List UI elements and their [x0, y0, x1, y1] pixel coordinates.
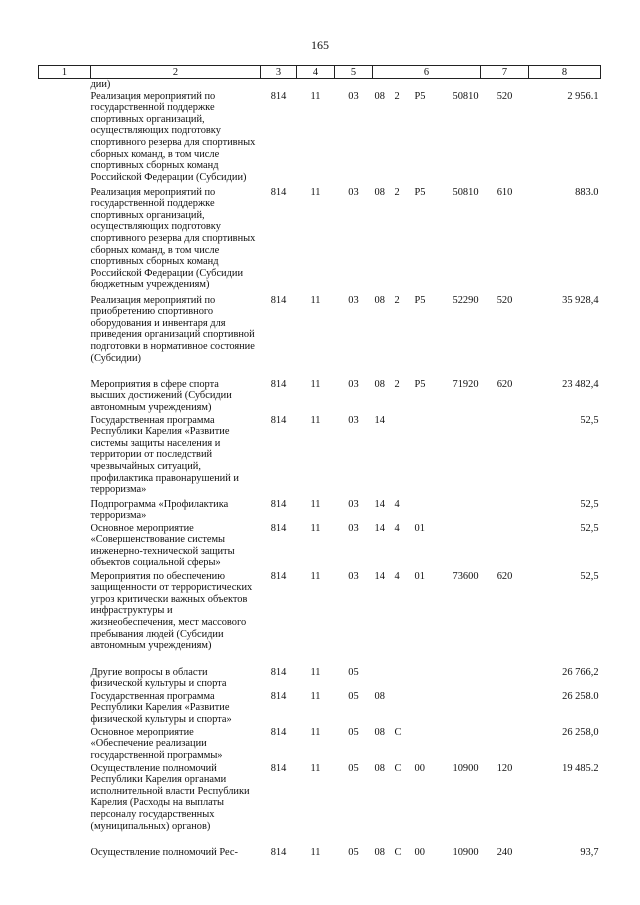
- col5-value: 03: [348, 378, 359, 390]
- col3-value: 814: [270, 666, 287, 678]
- col4-value: 11: [310, 570, 321, 582]
- col3-value: 814: [270, 378, 287, 390]
- col6-part1: [373, 667, 395, 691]
- amount-value: 35 928,4: [562, 294, 599, 306]
- col6-part2: [395, 691, 415, 727]
- row-name: Государственная программа Республики Карелия «Развитие физической культуры и спорта»: [90, 690, 232, 725]
- col5-value: 03: [348, 414, 359, 426]
- row-name: Государственная программа Республики Карелия «Развитие системы защиты населения и территории от последствий чрезвычайных ситуаций, профилактика правонарушений и терроризма»: [90, 414, 239, 496]
- col6-part2: [395, 415, 415, 499]
- col6-part3: P5: [414, 378, 426, 390]
- col6-part3: [415, 499, 449, 523]
- col6-part3: P5: [414, 90, 426, 102]
- col6-part4: 71920: [452, 378, 479, 390]
- amount-value: 52,5: [580, 414, 599, 426]
- col6-part1: 14: [374, 414, 385, 426]
- header-cell: 2: [91, 66, 261, 79]
- col7-value: 240: [496, 846, 513, 858]
- col6-part1: 14: [374, 522, 385, 534]
- row-name: Реализация мероприятий по государственной поддержке спортивных организаций, осуществляющих подготовку спортивного резерва для спортивных сборных команд, в том числе спортивных сборных команд Российской Федерации (Субсидии): [90, 90, 256, 183]
- table-row: [39, 571, 601, 667]
- col6-part3: [415, 691, 449, 727]
- col6-part2: C: [394, 762, 402, 774]
- col3-value: 814: [270, 690, 287, 702]
- col3-value: 814: [270, 186, 287, 198]
- col4-value: 11: [310, 522, 321, 534]
- col7-value: [481, 415, 529, 499]
- amount-value: 26 766,2: [562, 666, 599, 678]
- col6-part4: [449, 667, 481, 691]
- amount-value: 23 482,4: [562, 378, 599, 390]
- table-row: [39, 847, 601, 861]
- col6-part4: 10900: [452, 762, 479, 774]
- col5-value: 05: [348, 846, 359, 858]
- col3-value: 814: [270, 846, 287, 858]
- col4-value: 11: [310, 414, 321, 426]
- col5-value: 03: [348, 570, 359, 582]
- col7-value: [481, 667, 529, 691]
- col6-part1: 08: [374, 186, 385, 198]
- col6-part2: 2: [394, 378, 400, 390]
- col3-value: 814: [270, 294, 287, 306]
- col6-part4: 52290: [452, 294, 479, 306]
- col5-value: 05: [348, 762, 359, 774]
- col6-part1: 08: [374, 726, 385, 738]
- col6-part4: [449, 523, 481, 571]
- col5-value: 05: [348, 726, 359, 738]
- col6-part2: 4: [394, 570, 400, 582]
- col6-part2: C: [394, 846, 402, 858]
- page-number: 165: [311, 38, 329, 52]
- table-row: [39, 91, 601, 187]
- col6-part2: 2: [394, 90, 400, 102]
- col7-value: [481, 691, 529, 727]
- table-row: [39, 691, 601, 727]
- col4-value: 11: [310, 726, 321, 738]
- col6-part1: 08: [374, 378, 385, 390]
- col6-part1: 08: [374, 690, 385, 702]
- row-name: Основное мероприятие «Обеспечение реализации государственной программы»: [90, 726, 223, 761]
- col3-value: 814: [270, 522, 287, 534]
- col7-value: 120: [496, 762, 513, 774]
- col3-value: 814: [270, 726, 287, 738]
- table-row: [39, 295, 601, 379]
- col6-part1: 14: [374, 570, 385, 582]
- header-row: [39, 66, 601, 79]
- amount-value: 52,5: [580, 498, 599, 510]
- header-cell: 7: [481, 66, 529, 79]
- table-row: [39, 523, 601, 571]
- col6-part4: 50810: [452, 90, 479, 102]
- table-row: [39, 667, 601, 691]
- col6-part3: P5: [414, 294, 426, 306]
- col5-value: 03: [348, 90, 359, 102]
- header-cell: 6: [373, 66, 481, 79]
- col7-value: [481, 523, 529, 571]
- row-name: Мероприятия в сфере спорта высших достижений (Субсидии автономным учреждениям): [90, 378, 232, 413]
- row-name: Реализация мероприятий по государственной поддержке спортивных организаций, осуществляющих подготовку спортивного резерва для спортивных сборных команд, в том числе спортивных сборных команд Российской Федерации (Субсидии бюджетным учреждениям): [90, 186, 256, 291]
- row-name: Подпрограмма «Профилактика терроризма»: [90, 498, 229, 522]
- col6-part3: 01: [414, 570, 425, 582]
- col6-part2: C: [394, 726, 402, 738]
- col6-part4: [449, 499, 481, 523]
- col3-value: 814: [270, 90, 287, 102]
- col5-value: 03: [348, 294, 359, 306]
- header-cell: 5: [335, 66, 373, 79]
- col6-part2: 4: [394, 498, 400, 510]
- col6-part2: 2: [394, 294, 400, 306]
- col6-part1: 08: [374, 762, 385, 774]
- table-row: [39, 763, 601, 847]
- row-name: Основное мероприятие «Совершенствование системы инженерно-технической защиты объектов социальной сферы»: [90, 522, 235, 569]
- amount-value: 52,5: [580, 522, 599, 534]
- table-row: [39, 415, 601, 499]
- col6-part3: 00: [414, 762, 425, 774]
- table-row: [39, 187, 601, 295]
- col4-value: 11: [310, 378, 321, 390]
- col3-value: 814: [270, 762, 287, 774]
- col6-part3: [415, 727, 449, 763]
- col3-value: 814: [270, 570, 287, 582]
- col4-value: 11: [310, 846, 321, 858]
- amount-value: 883.0: [575, 186, 599, 198]
- table-row: [39, 379, 601, 415]
- row-name: дии): [90, 79, 111, 90]
- col4-value: 11: [310, 90, 321, 102]
- col3-value: 814: [270, 498, 287, 510]
- table-row: [39, 499, 601, 523]
- row-name: Осуществление полномочий Рес-: [90, 846, 238, 858]
- col7-value: [481, 499, 529, 523]
- continued-fragment-row: [39, 79, 601, 91]
- header-cell: 3: [261, 66, 297, 79]
- col7-value: 620: [496, 378, 513, 390]
- col4-value: 11: [310, 186, 321, 198]
- col6-part3: [415, 667, 449, 691]
- col6-part4: 10900: [452, 846, 479, 858]
- table-row: [39, 727, 601, 763]
- col5-value: 03: [348, 498, 359, 510]
- col6-part1: 08: [374, 90, 385, 102]
- amount-value: 26 258,0: [562, 726, 599, 738]
- col7-value: 520: [496, 294, 513, 306]
- amount-value: 93,7: [580, 846, 599, 858]
- col6-part1: 08: [374, 846, 385, 858]
- header-cell: 4: [297, 66, 335, 79]
- row-name: Осуществление полномочий Республики Карелия органами исполнительной власти Республики Карелия (Расходы на выплаты персоналу государственных (муниципальных) органов): [90, 762, 250, 832]
- col6-part1: 08: [374, 294, 385, 306]
- col6-part2: [395, 667, 415, 691]
- col5-value: 05: [348, 666, 359, 678]
- col4-value: 11: [310, 294, 321, 306]
- col6-part2: 2: [394, 186, 400, 198]
- col6-part3: [415, 415, 449, 499]
- col3-value: 814: [270, 414, 287, 426]
- col6-part3: P5: [414, 186, 426, 198]
- col6-part4: 73600: [452, 570, 479, 582]
- col7-value: 520: [496, 90, 513, 102]
- row-name: Мероприятия по обеспечению защищенности от террористических угроз критически важных объектов инфраструктуры и жизнеобеспечения, мест массового пребывания людей (Субсидии автономным учреждениям): [90, 570, 253, 652]
- amount-value: 26 258.0: [562, 690, 599, 702]
- col6-part3: 01: [414, 522, 425, 534]
- col5-value: 05: [348, 690, 359, 702]
- col4-value: 11: [310, 762, 321, 774]
- header-cell: 8: [529, 66, 601, 79]
- col7-value: 610: [496, 186, 513, 198]
- col5-value: 03: [348, 522, 359, 534]
- header-cell: 1: [39, 66, 91, 79]
- col4-value: 11: [310, 498, 321, 510]
- col7-value: 620: [496, 570, 513, 582]
- col5-value: 03: [348, 186, 359, 198]
- col6-part3: 00: [414, 846, 425, 858]
- col6-part4: [449, 415, 481, 499]
- col6-part1: 14: [374, 498, 385, 510]
- col6-part2: 4: [394, 522, 400, 534]
- col6-part4: [449, 727, 481, 763]
- col6-part4: 50810: [452, 186, 479, 198]
- col7-value: [481, 727, 529, 763]
- budget-table: [38, 65, 601, 861]
- row-name: Реализация мероприятий по приобретению спортивного оборудования и инвентаря для приведения организаций спортивной подготовки в нормативное состояние (Субсидии): [90, 294, 255, 364]
- amount-value: 52,5: [580, 570, 599, 582]
- col4-value: 11: [310, 666, 321, 678]
- amount-value: 19 485.2: [562, 762, 599, 774]
- amount-value: 2 956.1: [567, 90, 599, 102]
- col6-part4: [449, 691, 481, 727]
- col4-value: 11: [310, 690, 321, 702]
- row-name: Другие вопросы в области физической культуры и спорта: [90, 666, 227, 690]
